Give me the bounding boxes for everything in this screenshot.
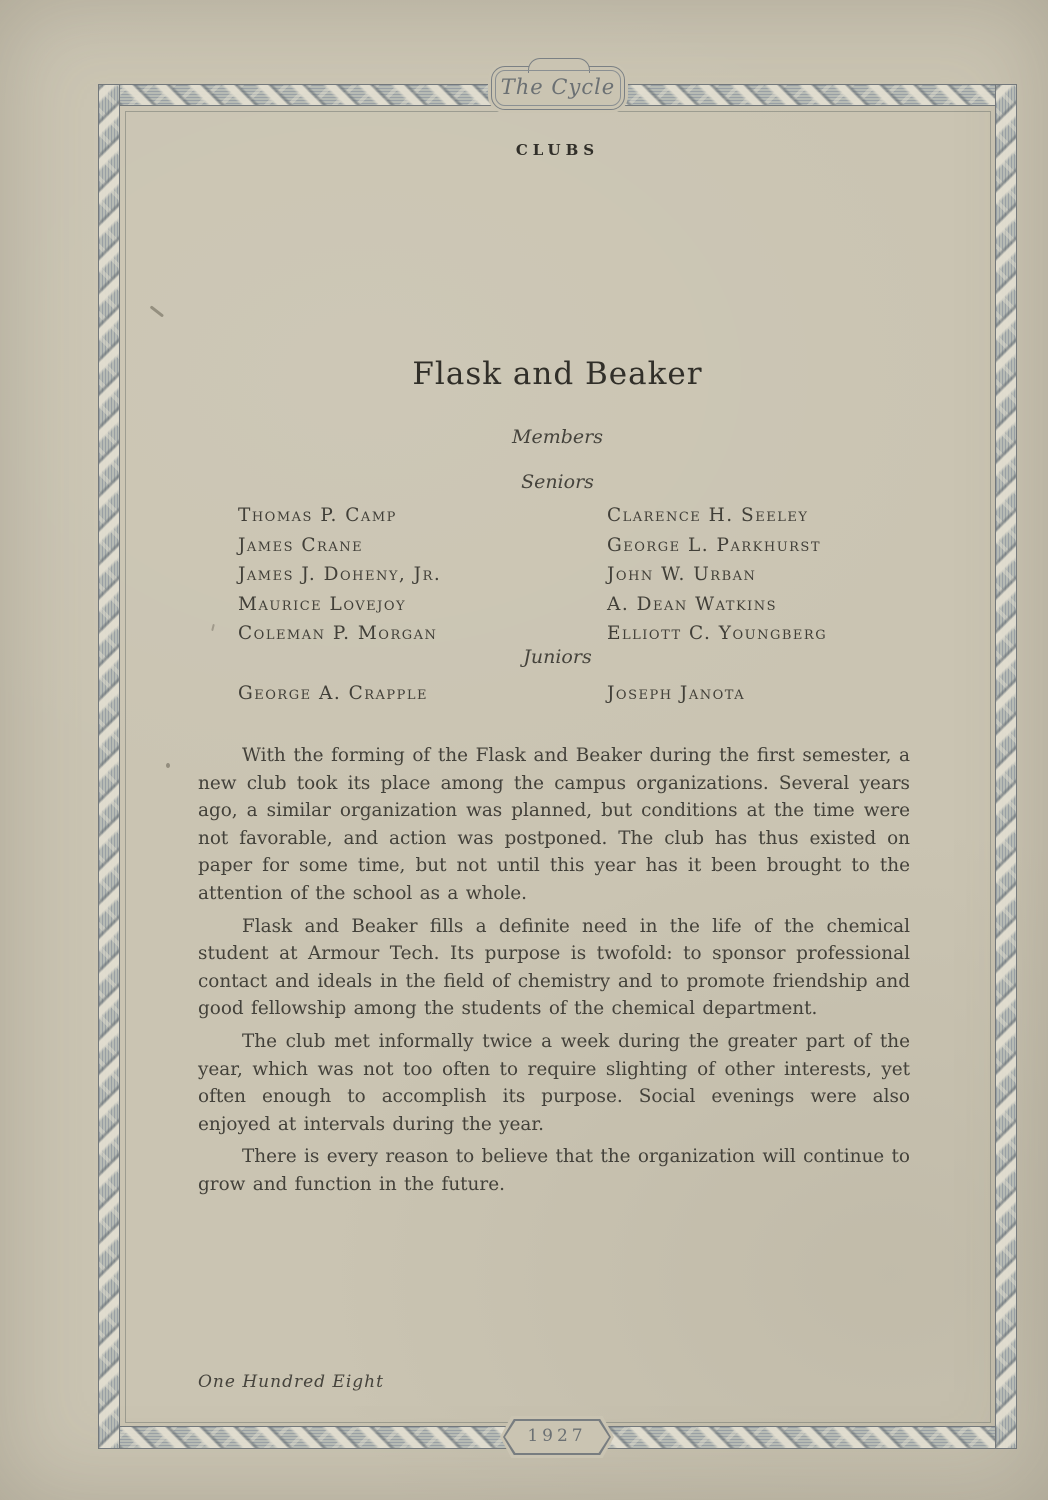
section-heading: CLUBS [515,141,600,159]
body-paragraph: There is every reason to believe that the organization will continue to grow and function in the future. [198,1146,910,1195]
year-cartouche [503,1419,611,1455]
junior-name-right: Joseph Janota [607,683,746,704]
member-name: Elliott C. Youngberg [607,623,828,644]
seniors-heading: Seniors [521,471,594,493]
body-paragraph: With the forming of the Flask and Beaker during the first semester, a new club took its place among the campus organizations. Several years ago, a similar organization was planned, but conditions at the time were not favorable, and action was postponed. The club has thus existed on paper for some time, but not until this year has it been brought to the attention of the school as a whole. [198,745,910,904]
frame-left-band [98,84,120,1449]
body-paragraph: Flask and Beaker fills a definite need in the life of the chemical student at Armour Tech. Its purpose is twofold: to sponsor professional contact and ideals in the field of chemistry and to promote friendship and good fellowship among the students of the chemical department. [198,915,910,1020]
banner-cartouche [491,66,625,110]
member-name: Maurice Lovejoy [238,593,407,615]
scan-speck [166,763,170,768]
year-label: 1927 [527,1426,587,1446]
member-name: A. Dean Watkins [607,593,778,615]
member-name: James J. Doheny, Jr. [238,564,442,585]
seniors-right-column [607,501,827,649]
page-title: Flask and Beaker [412,356,703,392]
member-name: John W. Urban [607,564,757,585]
member-name: George L. Parkhurst [607,534,822,556]
members-heading: Members [512,426,603,448]
member-name: Thomas P. Camp [238,505,397,526]
banner-title: The Cycle [500,75,616,99]
seniors-left-column [238,501,441,649]
member-name: James Crane [238,534,364,556]
article-body [198,742,910,1204]
junior-name-left: George A. Crapple [238,683,429,704]
body-paragraph: The club met informally twice a week during the greater part of the year, which was not too often to require slighting of other interests, yet often enough to accomplish its purpose. Social evenings were also enjoyed at intervals during the year. [198,1030,910,1135]
member-name: Coleman P. Morgan [238,623,438,644]
juniors-heading: Juniors [523,646,592,668]
frame-right-band [995,84,1017,1449]
member-name: Clarence H. Seeley [607,505,809,526]
page-number: One Hundred Eight [198,1372,384,1392]
